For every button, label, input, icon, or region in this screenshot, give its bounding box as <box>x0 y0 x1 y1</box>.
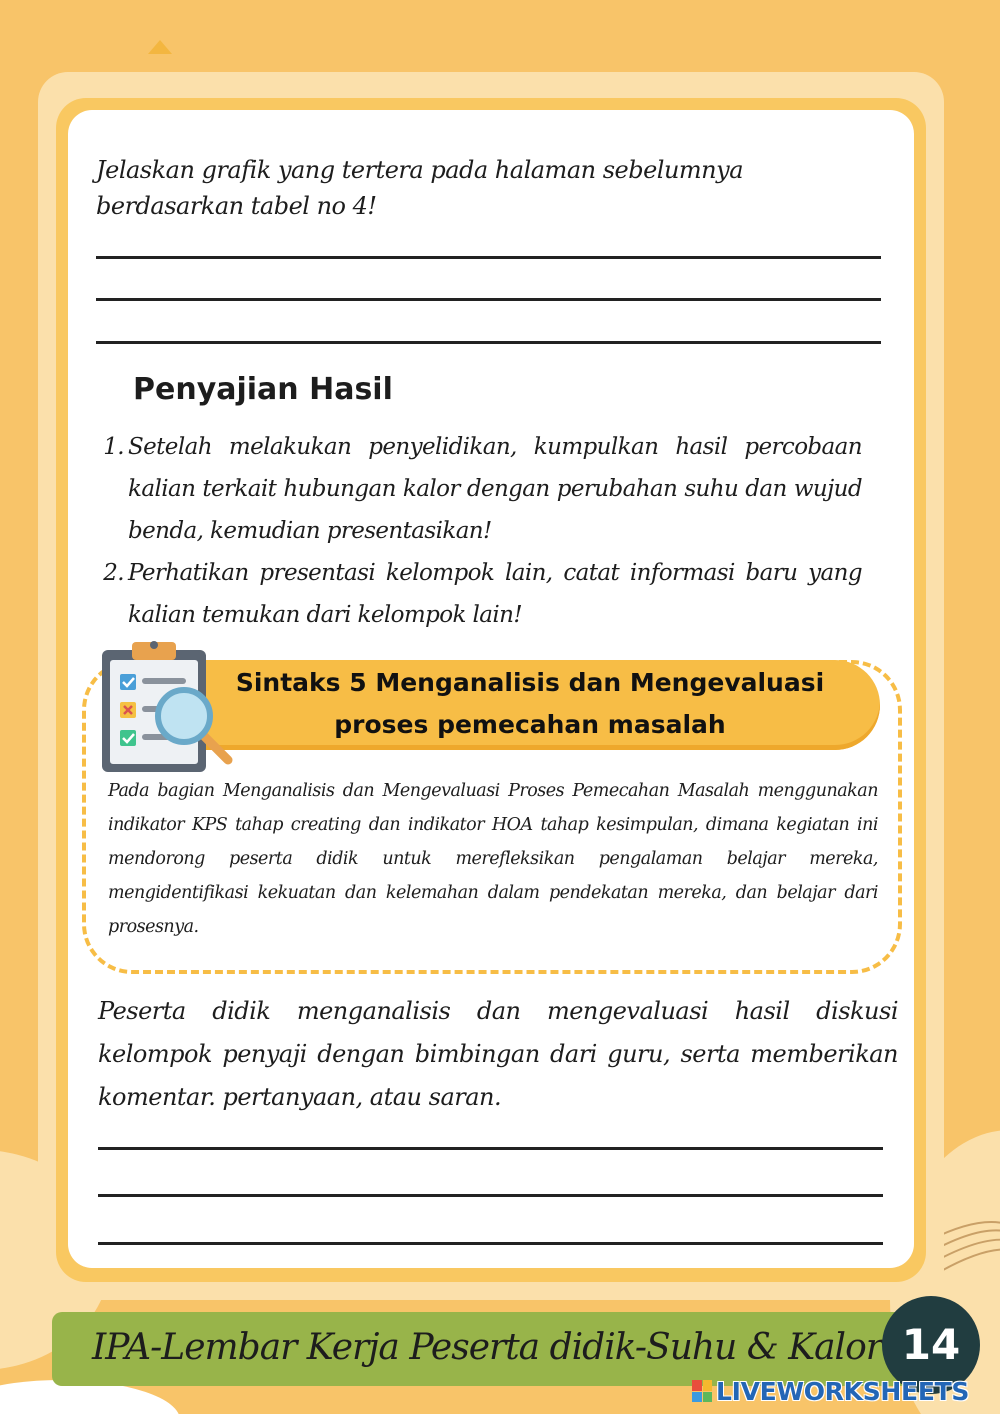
liveworksheets-logo <box>692 1376 969 1406</box>
list-item-text: Perhatikan presentasi kelompok lain, catat informasi baru yang kalian temukan dari kelompok lain! <box>128 560 862 628</box>
liveworksheets-logo-icon <box>692 1380 712 1402</box>
section-title: Penyajian Hasil <box>133 372 393 407</box>
list-number: 1. <box>103 434 124 460</box>
numbered-list <box>100 426 862 636</box>
answer-line-4[interactable] <box>98 1147 883 1150</box>
answer-line-5[interactable] <box>98 1194 883 1197</box>
list-item-text: Setelah melakukan penyelidikan, kumpulkan hasil percobaan kalian terkait hubungan kalor dengan perubahan suhu dan wujud benda, kemudian presentasikan! <box>128 434 862 544</box>
answer-line-2[interactable] <box>96 298 881 301</box>
activity-text: Peserta didik menganalisis dan mengevaluasi hasil diskusi kelompok penyaji dengan bimbingan dari guru, serta memberikan komentar. pertanyaan, atau saran. <box>98 997 898 1111</box>
list-number: 2. <box>103 560 124 586</box>
liveworksheets-text: LIVEWORKSHEETS <box>716 1376 970 1406</box>
sintaks-title <box>200 662 860 746</box>
answer-line-6[interactable] <box>98 1242 883 1245</box>
list-item <box>100 552 862 636</box>
sintaks-title-line-2: proses pemecahan masalah <box>334 710 726 739</box>
question-text: Jelaskan grafik yang tertera pada halaman sebelumnya berdasarkan tabel no 4! <box>96 156 744 220</box>
clipboard-checklist-icon <box>98 636 238 776</box>
list-item <box>100 426 862 552</box>
footer-title: IPA-Lembar Kerja Peserta didik-Suhu & Kalor <box>92 1327 882 1368</box>
answer-line-1[interactable] <box>96 256 881 259</box>
answer-line-3[interactable] <box>96 341 881 344</box>
page-number: 14 <box>901 1320 961 1369</box>
sintaks-title-line-1: Sintaks 5 Menganalisis dan Mengevaluasi <box>235 668 825 697</box>
sintaks-description: Pada bagian Menganalisis dan Mengevaluasi Proses Pemecahan Masalah menggunakan indikator KPS tahap creating dan indikator HOA tahap kesimpulan, dimana kegiatan ini mendorong peserta didik untuk merefleksikan pengalaman belajar mereka, mengidentifikasi kekuatan dan kelemahan dalam pendekatan mereka, dan belajar dari prosesnya. <box>108 781 878 937</box>
